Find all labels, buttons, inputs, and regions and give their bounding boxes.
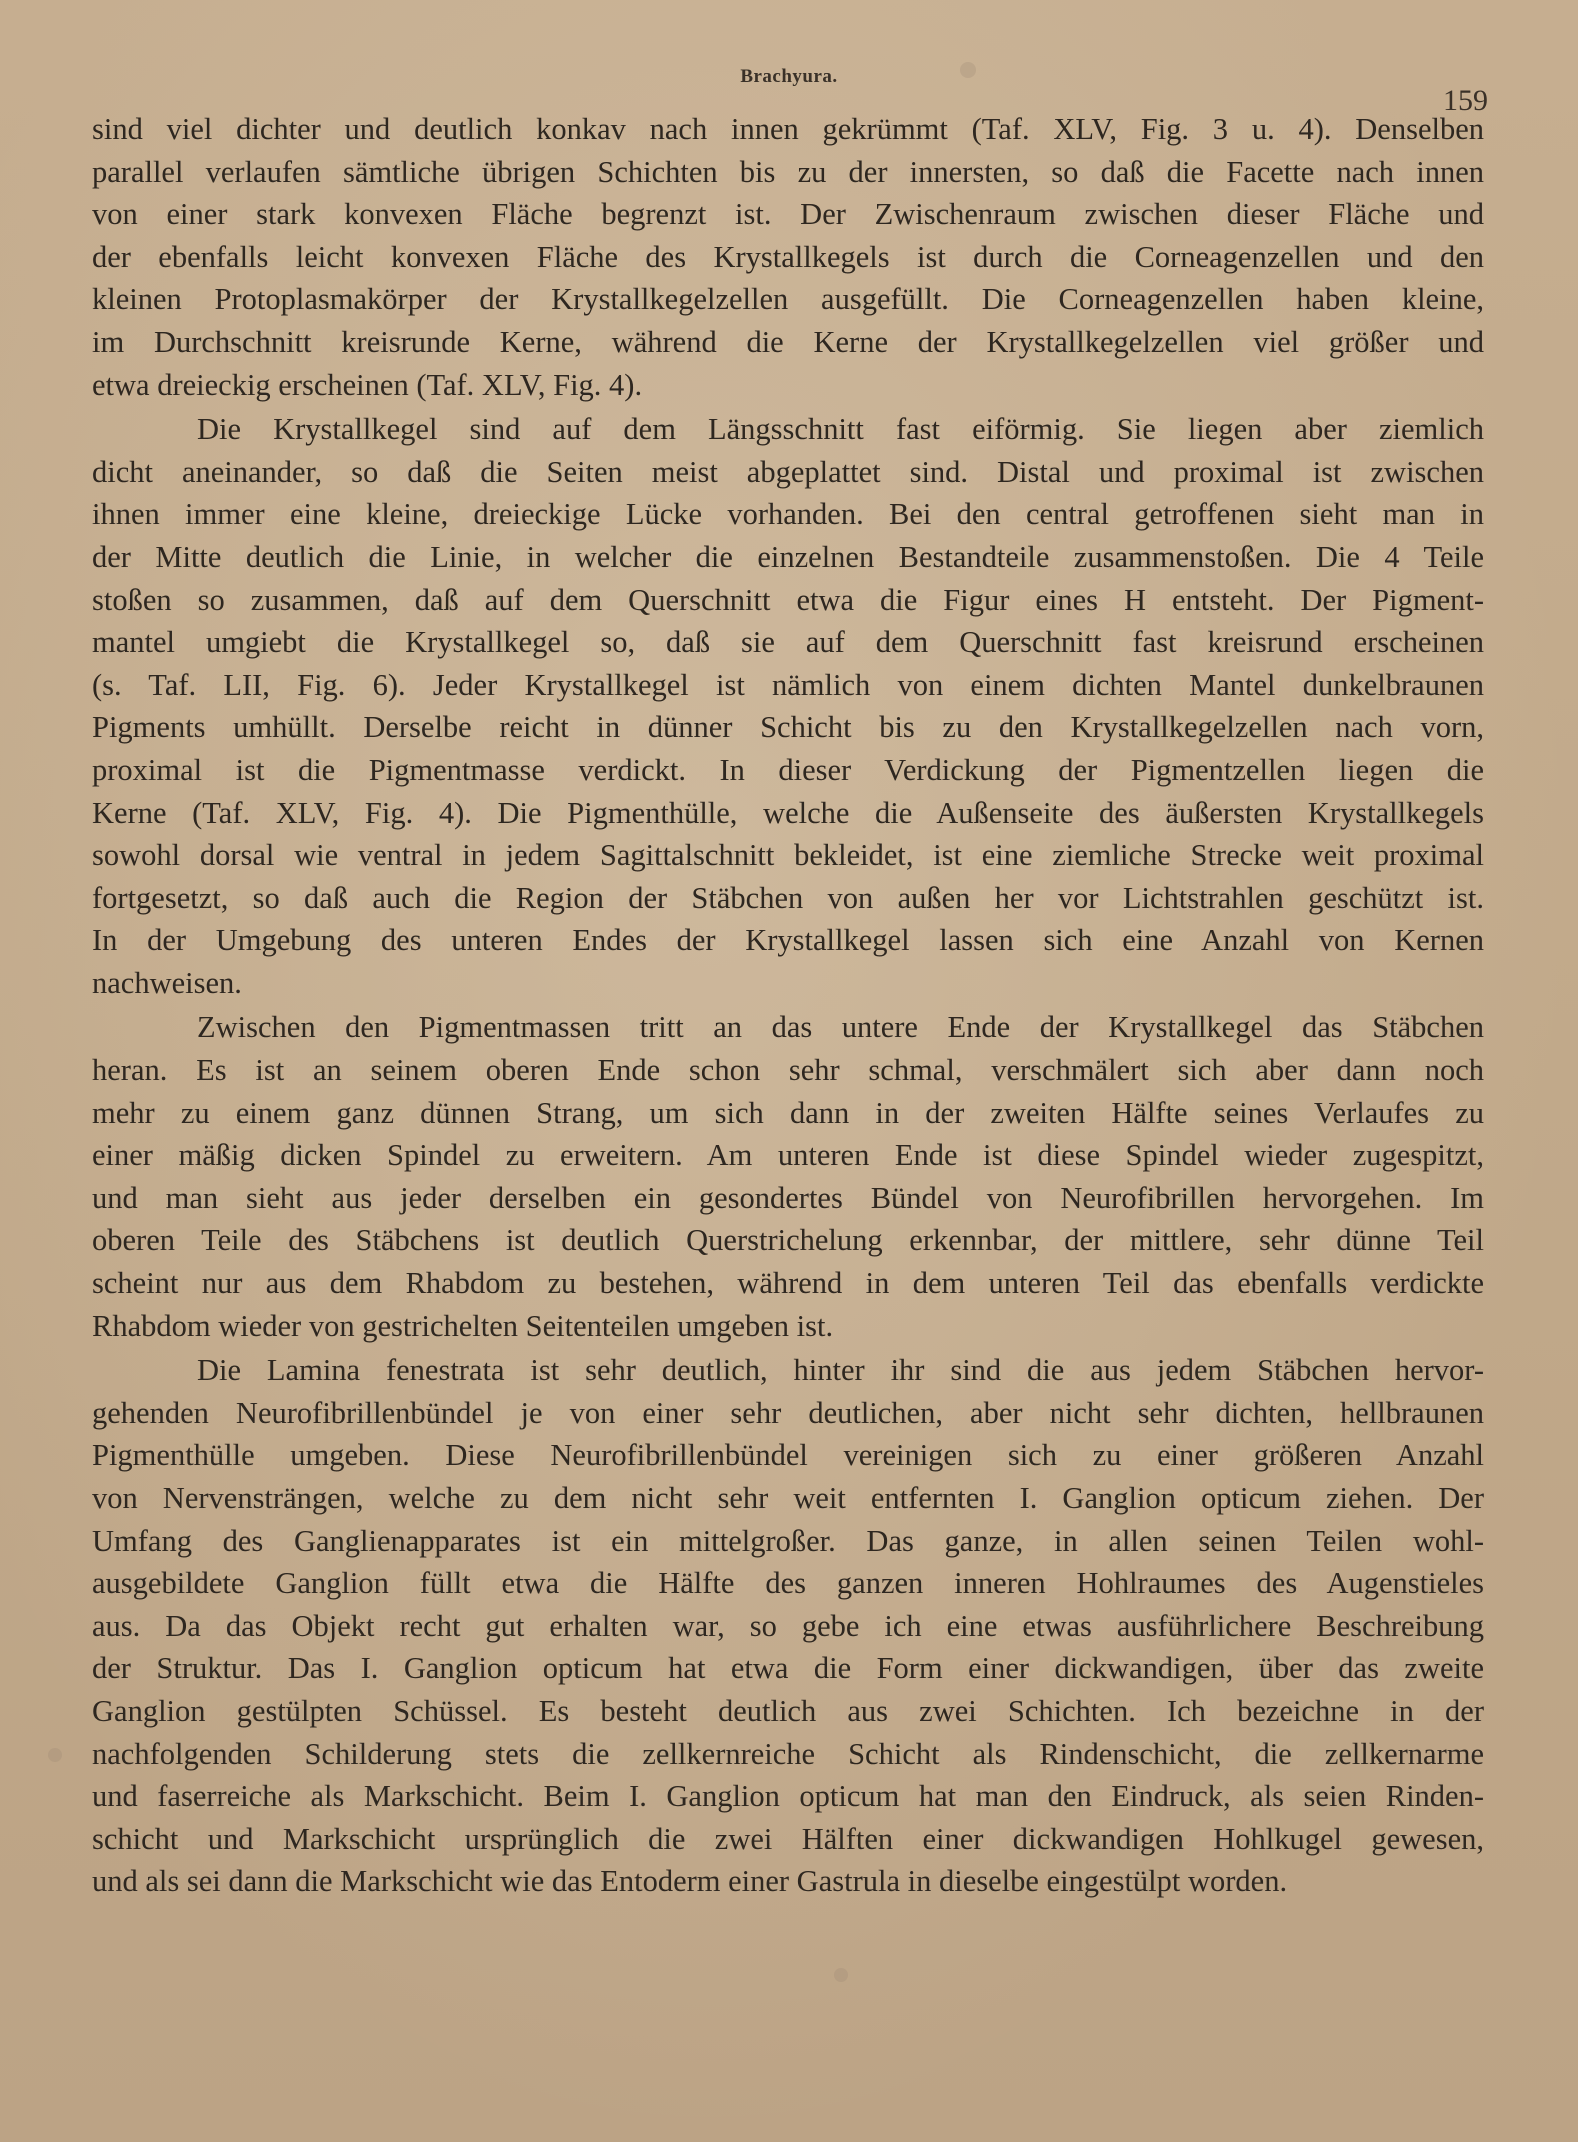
- paragraph: [92, 408, 1484, 1004]
- text-line: Die Krystallkegel sind auf dem Längsschnitt fast eiförmig. Sie liegen aber ziemlich: [197, 412, 1484, 447]
- text-line: oberen Teile des Stäbchens ist deutlich Querstrichelung erkennbar, der mittlere, sehr dünne Teil: [92, 1223, 1484, 1258]
- text-line: stoßen so zusammen, daß auf dem Querschnitt etwa die Figur eines H entsteht. Der Pigment-: [92, 582, 1484, 617]
- text-line: sind viel dichter und deutlich konkav nach innen gekrümmt (Taf. XLV, Fig. 3 u. 4). Denselben: [92, 112, 1484, 146]
- text-line: aus. Da das Objekt recht gut erhalten war, so gebe ich eine etwas ausführlichere Beschreibung: [92, 1608, 1484, 1643]
- text-line: Die Lamina fenestrata ist sehr deutlich, hinter ihr sind die aus jedem Stäbchen hervor-: [197, 1353, 1484, 1388]
- text-line: Zwischen den Pigmentmassen tritt an das untere Ende der Krystallkegel das Stäbchen: [197, 1010, 1484, 1045]
- text-line: Pigments umhüllt. Derselbe reicht in dünner Schicht bis zu den Krystallkegelzellen nach vorn,: [92, 710, 1484, 745]
- text-line: dicht aneinander, so daß die Seiten meist abgeplattet sind. Distal und proximal ist zwischen: [92, 454, 1484, 489]
- paragraph: [92, 1006, 1484, 1347]
- body-text: [92, 108, 1484, 1905]
- text-line: im Durchschnitt kreisrunde Kerne, während die Kerne der Krystallkegelzellen viel größer und: [92, 324, 1484, 359]
- text-line: und man sieht aus jeder derselben ein gesondertes Bündel von Neurofibrillen hervorgehen. Im: [92, 1180, 1484, 1215]
- text-line: In der Umgebung des unteren Endes der Krystallkegel lassen sich eine Anzahl von Kernen: [92, 923, 1484, 958]
- text-line: von einer stark konvexen Fläche begrenzt ist. Der Zwischenraum zwischen dieser Fläche und: [92, 197, 1484, 232]
- text-line: nachweisen.: [92, 965, 242, 1000]
- text-line: Ganglion gestülpten Schüssel. Es besteht deutlich aus zwei Schichten. Ich bezeichne in der: [92, 1693, 1484, 1728]
- text-line: ausgebildete Ganglion füllt etwa die Hälfte des ganzen inneren Hohlraumes des Augenstieles: [92, 1566, 1484, 1601]
- text-line: und faserreiche als Markschicht. Beim I. Ganglion opticum hat man den Eindruck, als seien Rinden-: [92, 1779, 1484, 1814]
- text-line: gehenden Neurofibrillenbündel je von einer sehr deutlichen, aber nicht sehr dichten, hellbraunen: [92, 1395, 1484, 1430]
- text-line: ihnen immer eine kleine, dreieckige Lücke vorhanden. Bei den central getroffenen sieht man in: [92, 497, 1484, 532]
- text-line: etwa dreieckig erscheinen (Taf. XLV, Fig. 4).: [92, 367, 643, 402]
- text-line: der Struktur. Das I. Ganglion opticum hat etwa die Form einer dickwandigen, über das zweite: [92, 1651, 1484, 1686]
- running-head: Brachyura.: [740, 66, 838, 87]
- text-line: fortgesetzt, so daß auch die Region der Stäbchen von außen her vor Lichtstrahlen geschützt ist.: [92, 880, 1484, 915]
- text-line: und als sei dann die Markschicht wie das Entoderm einer Gastrula in dieselbe eingestülpt worden.: [92, 1864, 1288, 1899]
- text-line: mantel umgiebt die Krystallkegel so, daß sie auf dem Querschnitt fast kreisrund erscheinen: [92, 625, 1484, 660]
- text-line: heran. Es ist an seinem oberen Ende schon sehr schmal, verschmälert sich aber dann noch: [92, 1053, 1484, 1088]
- text-line: Rhabdom wieder von gestrichelten Seitenteilen umgeben ist.: [92, 1308, 834, 1343]
- text-line: mehr zu einem ganz dünnen Strang, um sich dann in der zweiten Hälfte seines Verlaufes zu: [92, 1095, 1484, 1130]
- text-line: nachfolgenden Schilderung stets die zellkernreiche Schicht als Rindenschicht, die zellkernarme: [92, 1736, 1484, 1771]
- text-line: von Nervensträngen, welche zu dem nicht sehr weit entfernten I. Ganglion opticum ziehen. Der: [92, 1481, 1484, 1515]
- paragraph: [92, 108, 1484, 406]
- paragraph: [92, 1349, 1484, 1903]
- paper-spot: [48, 1748, 62, 1762]
- text-line: Kerne (Taf. XLV, Fig. 4). Die Pigmenthülle, welche die Außenseite des äußersten Krystallkegels: [92, 795, 1484, 830]
- paper-spot: [834, 1968, 848, 1982]
- text-line: Umfang des Ganglienapparates ist ein mittelgroßer. Das ganze, in allen seinen Teilen wohl-: [92, 1523, 1484, 1558]
- text-line: einer mäßig dicken Spindel zu erweitern. Am unteren Ende ist diese Spindel wieder zugespitzt,: [92, 1138, 1484, 1173]
- text-line: proximal ist die Pigmentmasse verdickt. In dieser Verdickung der Pigmentzellen liegen die: [92, 752, 1484, 787]
- page-number: 159: [1443, 84, 1488, 117]
- text-line: der ebenfalls leicht konvexen Fläche des Krystallkegels ist durch die Corneagenzellen und den: [92, 239, 1484, 274]
- text-line: schicht und Markschicht ursprünglich die zwei Hälften einer dickwandigen Hohlkugel gewesen,: [92, 1821, 1484, 1856]
- text-line: kleinen Protoplasmakörper der Krystallkegelzellen ausgefüllt. Die Corneagenzellen haben kleine,: [92, 282, 1484, 317]
- text-line: der Mitte deutlich die Linie, in welcher die einzelnen Bestandteile zusammenstoßen. Die 4 Teile: [92, 539, 1484, 574]
- text-line: sowohl dorsal wie ventral in jedem Sagittalschnitt bekleidet, ist eine ziemliche Strecke weit proximal: [92, 838, 1484, 873]
- text-line: scheint nur aus dem Rhabdom zu bestehen, während in dem unteren Teil das ebenfalls verdickte: [92, 1266, 1484, 1301]
- text-line: (s. Taf. LII, Fig. 6). Jeder Krystallkegel ist nämlich von einem dichten Mantel dunkelbraunen: [92, 667, 1484, 702]
- text-line: Pigmenthülle umgeben. Diese Neurofibrillenbündel vereinigen sich zu einer größeren Anzahl: [92, 1438, 1484, 1473]
- text-line: parallel verlaufen sämtliche übrigen Schichten bis zu der innersten, so daß die Facette nach innen: [92, 154, 1484, 189]
